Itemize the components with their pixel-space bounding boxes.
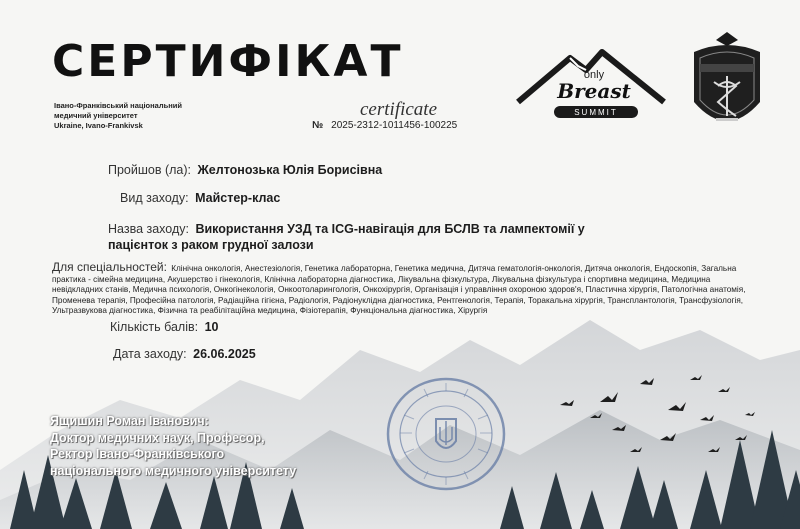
signer-name: Ящишин Роман Іванович: [50,414,209,428]
logo-summit-text: SUMMIT [574,108,618,117]
certificate-title: СЕРТИФІКАТ [52,36,404,87]
logo-breast-text: Breast [557,79,631,103]
event-type-value: Майстер-клас [195,191,281,205]
signer-position: Ректор Івано-Франківського [50,447,225,461]
event-name-value-cont: пацієнток з раком грудної залози [108,238,314,252]
signer-degree: Доктор медичних наук, Професор, [50,430,265,445]
certificate-number [312,120,457,131]
specialties-label: Для спеціальностей: [52,260,167,274]
certificate-word: certificate [360,99,438,120]
date-value: 26.06.2025 [193,347,256,361]
university-emblem-icon [686,30,768,142]
passed-label: Пройшов (ла): [108,163,192,177]
points-row [110,320,218,334]
certificate-number-value: 2025-2312-1011456-100225 [331,120,458,131]
signer-block [50,413,296,479]
event-name-value: Використання УЗД та ICG-навігація для БСЛВ та лампектомії у [195,222,585,236]
points-label: Кількість балів: [110,320,199,334]
signer-position-cont: національного медичного університету [50,463,297,478]
date-row [113,347,256,361]
event-name-label: Назва заходу: [108,222,189,236]
event-type-row [120,191,280,205]
university-line: Івано-Франківський національний [54,101,182,110]
passed-row [108,163,382,177]
event-type-label: Вид заходу: [120,191,189,205]
specialties-block [52,262,752,317]
passed-value: Желтонозька Юлія Борисівна [197,163,383,177]
event-name-row-cont [108,238,314,252]
date-label: Дата заходу: [113,347,187,361]
university-name [54,101,254,131]
specialties-value: Клінічна онкологія, Анестезіологія, Генетика лабораторна, Генетика медична, Дитяча гематологія-онкологія, Дитяча онкологія, Ендоскопія, Загальна практика - сімейна медицина, Акушерство і гінекологія, Клінічна лабораторна діагностика, Лікувальна фізкультура, Лікувальна фізкультура і спортивна медицина, Медицина невідкладних станів, Медична психологія, Онкогінекологія, Онкоотоларингологія, Онкохірургія, Організація і управління охороною здоров'я, Пластична хірургія, Патологічна анатомія, Променева терапія, Професійна патологія, Радіаційна гігієна, Радіологія, Радіонуклідна діагностика, Рентгенологія, Терапія, Торакальна хірургія, Трансплантологія, Трансфузіологія, Ультразвукова діагностика, Фізична та реабілітаційна медицина, Фізіотерапія, Функціональна діагностика, Хірургія [52,264,746,316]
logo-only-text: only [583,69,605,81]
event-name-row [108,222,585,236]
number-symbol: № [312,120,324,131]
official-seal-icon [384,375,508,493]
mountain-logo-icon [514,44,670,124]
points-value: 10 [204,320,219,334]
university-line: медичний університет [54,111,138,120]
university-line: Ukraine, Ivano-Frankivsk [54,121,143,130]
